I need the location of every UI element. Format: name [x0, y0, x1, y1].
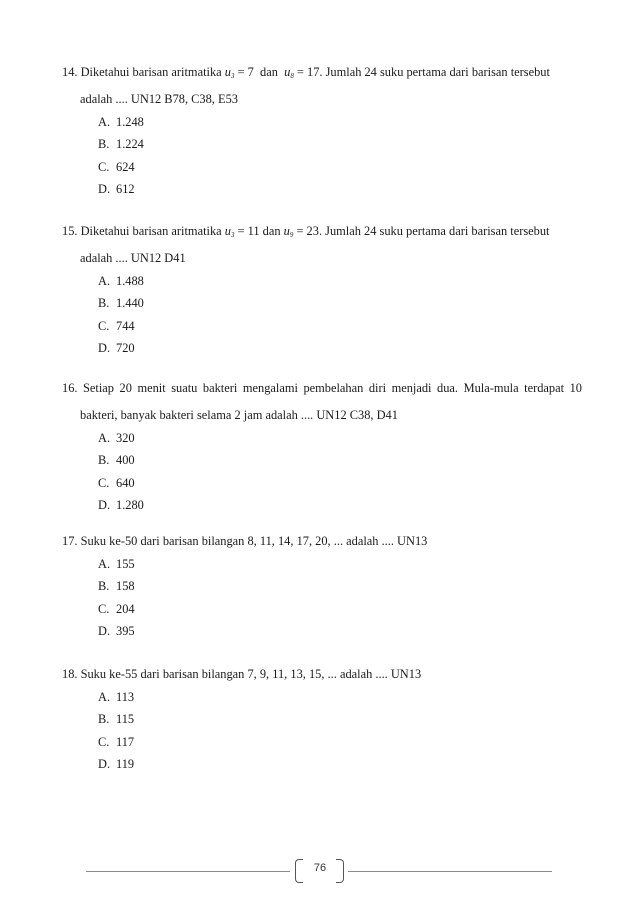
question-15-stem-line2: adalah .... UN12 D41: [80, 251, 186, 265]
option-a[interactable]: A. 155: [98, 557, 135, 571]
option-b[interactable]: B. 400: [98, 453, 135, 468]
option-c[interactable]: C. 117: [98, 734, 135, 749]
question-17-stem: 17. Suku ke-50 dari barisan bilangan 8, 11, 14, 17, 20, ... adalah .... UN13: [62, 534, 428, 548]
option-b[interactable]: B. 158: [98, 579, 135, 594]
option-a[interactable]: A. 1.248: [98, 115, 144, 129]
left-bracket-icon: [295, 859, 303, 883]
option-d[interactable]: D. 395: [98, 623, 135, 638]
term-u3-value: = 7: [234, 65, 254, 79]
question-15-stem: 15. Diketahui barisan aritmatika $u_3 = 11$ dan $u_9 = 23$. Jumlah 24 suku pertama dari barisan tersebut: [62, 224, 550, 239]
term-u8-value: = 17: [293, 65, 320, 79]
option-c[interactable]: C. 204: [98, 601, 135, 616]
footer-rule-left: [86, 871, 290, 872]
question-17: [62, 533, 582, 645]
question-16-options: [98, 430, 582, 519]
question-15-options: [98, 273, 582, 362]
term-u9: $u_9$: [283, 224, 294, 239]
term-u3: $u_3$: [224, 65, 235, 80]
option-a[interactable]: A. 113: [98, 690, 135, 704]
question-15: [62, 223, 582, 362]
option-c[interactable]: C. 744: [98, 318, 135, 333]
question-18-options: [98, 689, 582, 778]
question-16: [62, 380, 582, 519]
question-17-options: [98, 556, 582, 645]
footer-rule-right: [348, 871, 552, 872]
question-14-stem-line2: adalah .... UN12 B78, C38, E53: [80, 92, 238, 106]
option-c[interactable]: C. 624: [98, 159, 135, 174]
option-a[interactable]: A. 1.488: [98, 274, 144, 288]
question-14-options: [98, 114, 582, 203]
option-d[interactable]: D. 720: [98, 340, 135, 355]
term-u3: $u_3$: [224, 224, 235, 239]
page-number: 76: [313, 862, 327, 874]
term-u9-value: = 23: [293, 224, 319, 238]
right-bracket-icon: [336, 859, 344, 883]
option-b[interactable]: B. 1.440: [98, 296, 144, 311]
question-18: [62, 666, 582, 778]
question-14: [62, 64, 582, 203]
option-b[interactable]: B. 1.224: [98, 137, 144, 152]
term-u3-value: = 11: [234, 224, 260, 238]
question-16-stem: 16. Setiap 20 menit suatu bakteri mengalami pembelahan diri menjadi dua. Mula-mula terdapat 10: [62, 381, 582, 395]
option-d[interactable]: D. 612: [98, 181, 135, 196]
question-14-stem-text: 14. Diketahui barisan aritmatika: [62, 65, 225, 79]
option-a[interactable]: A. 320: [98, 431, 135, 445]
option-d[interactable]: D. 119: [98, 756, 135, 771]
option-c[interactable]: C. 640: [98, 475, 135, 490]
option-d[interactable]: D. 1.280: [98, 497, 144, 512]
question-16-stem-line2: bakteri, banyak bakteri selama 2 jam adalah .... UN12 C38, D41: [80, 408, 398, 422]
question-14-stem: 14. Diketahui barisan aritmatika $u_3 = 7$ dan $u_8 = 17$. Jumlah 24 suku pertama dari barisan tersebut: [62, 65, 550, 80]
question-15-stem-text: 15. Diketahui barisan aritmatika: [62, 224, 225, 238]
option-b[interactable]: B. 115: [98, 712, 135, 727]
question-18-stem: 18. Suku ke-55 dari barisan bilangan 7, 9, 11, 13, 15, ... adalah .... UN13: [62, 667, 422, 681]
term-u8: $u_8$: [284, 65, 294, 80]
